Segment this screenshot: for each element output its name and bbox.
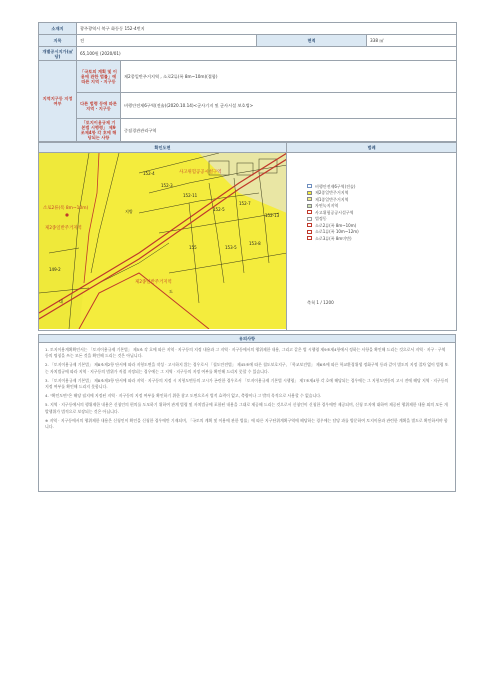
law2-value: 비행안전제6구역(전술)(2020.10.14)<군사기지 및 군사시설 보호법> [121,93,457,119]
parcel-label: 지방 [125,209,133,214]
law2-label: 다른 법령 등에 따른 지역 · 지구등 [77,93,121,119]
parcel-label: 155 [189,245,197,250]
legend-item: 비행안전제6구역(전술) [307,183,359,190]
notes-body [38,342,456,492]
location-value: 광주광역시 북구 화등동 152-4번지 [77,23,457,35]
parcel-label: 도 [169,289,173,294]
note-item: 2. 「토지이용규제 기본법」 제8조제2항 단서에 따라 지형도면을 작성 · 고시하지 않는 경우로서 「철도안전법」 제45조에 따른 철도보호지구, 「학교보건법」 제6조에 따른 학교환경위생 정화구역 등과 같이 별도의 지정 절차 없이 법령 또는 자치법규에 따라 지역 · 지구등의 범위가 직접 지정되는 경우에는 그 지역 · 지구등의 지정 여부를 확인해 드리지 못할 수 있습니다. [45,362,449,374]
legend-swatch [307,191,312,195]
legend-swatch [307,230,312,234]
land-use-certificate [38,22,456,492]
legend-item: 제1종일반주거지역 [307,196,359,203]
legend-swatch [307,223,312,227]
parcel-label: 152-5 [213,207,225,212]
map-cell [39,153,287,331]
area-label: 면적 [257,35,367,47]
legend-swatch [307,184,312,188]
note-item: 3. 「토지이용규제 기본법」 제8조제3항 단서에 따라 지역 · 지구등의 지정 시 지형도면등의 고시가 곤란한 경우로서 「토지이용규제 기본법 시행령」 제7조제4항 각 호에 해당되는 경우에는 그 지형도면등의 고시 전에 해당 지역 · 지구등의 지정 여부를 확인해 드리지 못합니다. [45,377,449,390]
note-item: 5. 지역 · 지구등에서의 행위제한 내용은 신청인의 편의를 도모하기 위하여 관계 법령 및 자치법규에 포함된 내용을 그대로 제공해 드리는 것으로서 신청인이 신청한 경우에만 제공되며, 신청 토지에 대하여 제공된 행위제한 내용 외의 모든 개발행위가 법적으로 보장되는 것은 아닙니다. [45,402,448,414]
parcel-label: 152-4 [143,171,155,176]
rule-label: 「토지이용규제 기본법 시행령」 제9조제4항 각 호에 해당되는 사항 [77,119,121,142]
legend-header: 범례 [287,143,457,153]
legend-swatch [307,217,312,221]
map-scale: 축척 1 / 1200 [307,300,334,305]
legend-item: 소로2류(폭 8m~10m) [307,222,359,229]
jimok-value: 전 [77,35,257,47]
law1-value: 제2종일반주거지역 , 소로2류(폭 8m~10m)(접함) [121,61,457,93]
zone-label: 제2종일반주거지역 [45,226,82,231]
legend-item: 소로3류(폭 8m미만) [307,235,359,242]
legend-cell [287,153,457,331]
road-label: 소로2류(폭 8m~10m) [43,206,89,211]
map-table [38,142,457,331]
legend-swatch [307,204,312,208]
note-item: 1. 토지이용계획확인서는 「토지이용규제 기본법」 제5조 각 호에 따른 지역 · 지구등의 지정 내용과 그 지역 · 지구등에서의 행위제한 내용, 그리고 같은 법 시행령 제9조제4항에서 정하는 사항을 확인해 드리는 것으로서 지역 · 지구 · 구역 등의 명칭을 쓰는 모든 것을 확인해 드리는 것은 아닙니다. [45,347,446,359]
legend-item: 사고위험공공시설구역 [307,209,359,216]
legend-item: 자연녹지지역 [307,203,359,210]
rule-value: 중점경관관리구역 [121,119,457,142]
legend-item: 법정동 [307,216,359,223]
note-item: 4. "확인도면"은 해당 필지에 지정된 지역 · 지구등의 지정 여부를 확인하기 위한 참고 도면으로서 법적 효력이 없고, 측량이나 그 밖의 목적으로 사용할 수 없습니다. [45,393,322,399]
legend-swatch [307,210,312,214]
subject-parcel-marker [65,213,68,216]
zone-label: 제2종일반주거지역 [135,280,172,285]
legend-list [307,183,359,242]
confirmation-map[interactable] [39,153,287,329]
jimok-label: 지목 [39,35,77,47]
legend-swatch [307,197,312,201]
price-value: 65,100원 (2020/01) [77,47,457,61]
price-label: 개별공시지가(㎡당) [39,47,77,61]
parcel-label: 152-13 [265,213,280,218]
law1-label: 「국토의 계획 및 이용에 관한 법률」에 따른 지역 · 지구등 [77,61,121,93]
parcel-label: 대 [59,299,63,304]
legend-item: 제2종일반주거지역 [307,190,359,197]
info-table [38,22,457,142]
zoning-group-label: 지역지구등 지정여부 [39,61,77,142]
area-value: 338 ㎡ [367,35,457,47]
note-item: ※ 지역 · 지구등에서의 행위제한 내용은 신청인이 확인을 신청한 경우에만 기재되며, 「국토의 계획 및 이용에 관한 법률」에 따른 지구단위계획구역에 해당하는 경우에는 담당 과를 방문하여 토지이용과 관련한 계획을 별도로 확인하셔야 합니다. [45,417,448,430]
parcel-label: 152-7 [239,201,251,206]
parcel-label: 149-2 [49,267,61,272]
zone-label: 사고위험공공시설구역 [179,170,222,175]
parcel-label: 153-5 [225,245,237,250]
legend-item: 소로1류(폭 10m~12m) [307,229,359,236]
map-header: 확인도면 [39,143,287,153]
notes-header: 유의사항 [38,334,456,342]
legend-swatch [307,236,312,240]
location-label: 소재지 [39,23,77,35]
parcel-label: 152-11 [183,193,198,198]
parcel-label: 152-3 [161,183,173,188]
parcel-label: 153-8 [249,241,261,246]
